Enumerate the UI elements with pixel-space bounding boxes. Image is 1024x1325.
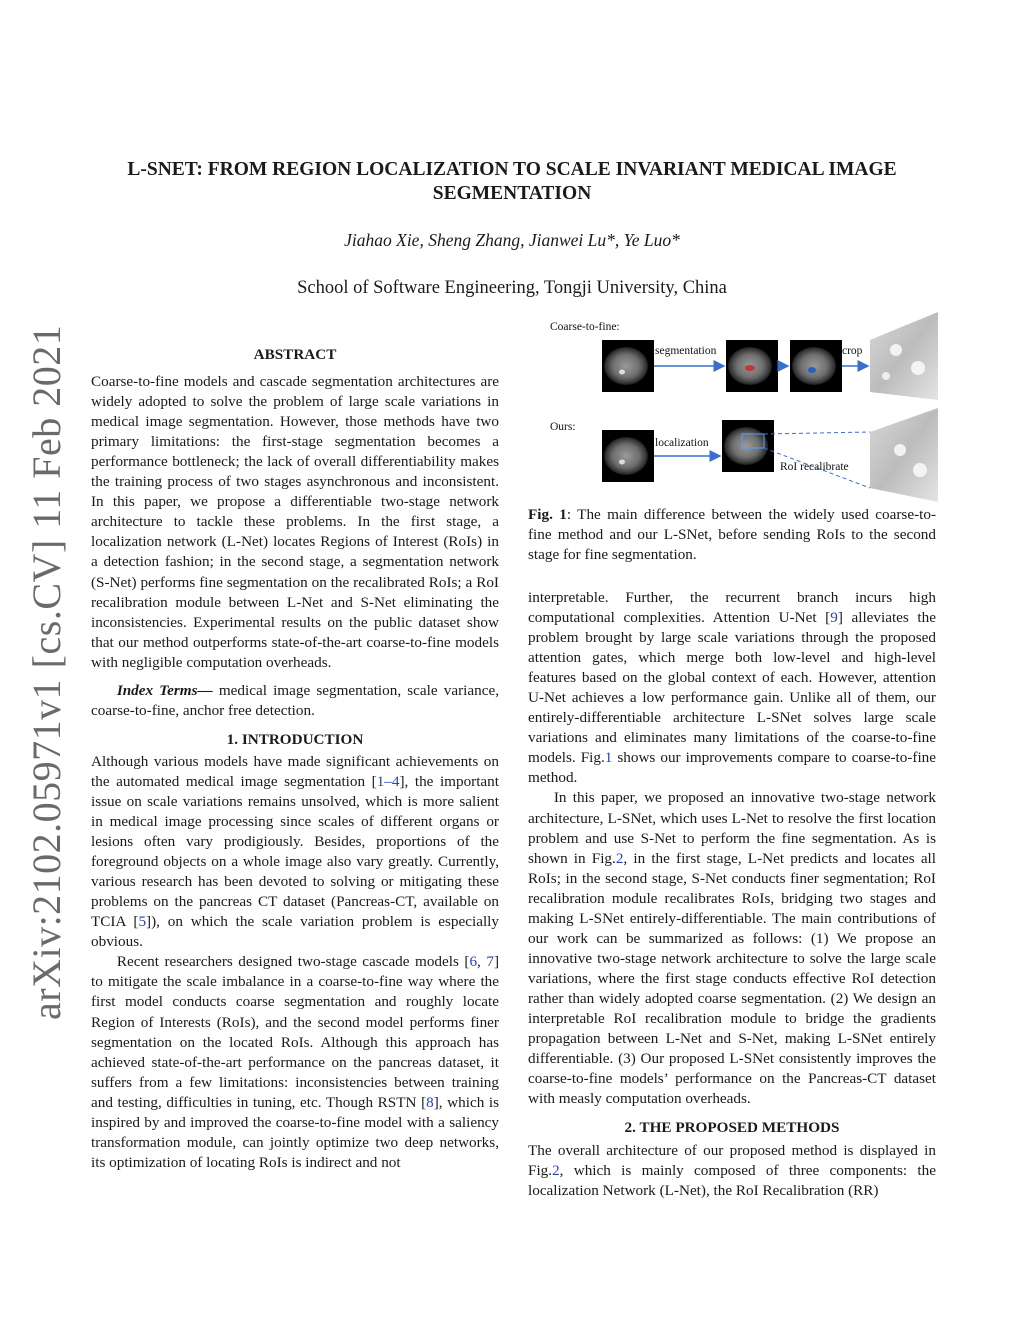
figure-label-segmentation: segmentation <box>655 345 717 357</box>
index-terms <box>91 681 499 721</box>
figure-link[interactable]: 2 <box>552 1162 560 1180</box>
intro-heading: 1. INTRODUCTION <box>226 730 364 748</box>
right-paragraph-1: interpretable. Further, the recurrent branch incurs high computational complexities. Attention U-Net [9] alleviates the problem brought by large scale variations through the proposed attention gates, which merge both low-level and high-level features based on the global context of each. However, attention U-Net achieves a low performance gain. Unlike all of them, our entirely-differentiable architecture L-SNet solves large scale variations and eliminates many limitations of the coarse-to-fine models. Fig.1 shows our improvements compare to coarse-to-fine method. <box>528 589 936 787</box>
figure-link[interactable]: 1 <box>604 749 613 767</box>
ct-slice-image <box>602 430 654 482</box>
intro-paragraph-2: Recent researchers designed two-stage cascade models [6, 7] to mitigate the scale imbalance in a coarse-to-fine way where the first model conducts coarse segmentation and roughly locate Region of Interests (RoIs), and the second model performs finer segmentation on the located RoIs. Although this approach has achieved state-of-the-art performance on the pancreas dataset, it suffers from a few limitations: inconsistencies between training and testing, difficulties in tuning, etc. Though RSTN [8], which is inspired by and improved the coarse-to-fine model with a saliency transformation module, can jointly optimize two deep networks, its optimization of locating RoIs is indirect and not <box>91 953 499 1171</box>
citation-link[interactable]: 6 <box>469 953 478 971</box>
citation-link[interactable]: 1–4 <box>376 772 400 790</box>
figure-1-diagram <box>546 310 938 502</box>
figure-1-caption: Fig. 1: The main difference between the widely used coarse-to-fine method and our L-SNet, before sending RoIs to the second stage for fine segmentation. <box>528 506 937 563</box>
ct-slice-image <box>790 340 842 392</box>
paper-authors: Jiahao Xie, Sheng Zhang, Jianwei Lu*, Ye Luo* <box>344 230 680 250</box>
dashed-projection-line <box>764 432 870 434</box>
figure-label-localization: localization <box>655 437 709 449</box>
index-terms-label: Index Terms— <box>116 681 213 699</box>
ct-slice-image <box>726 340 778 392</box>
figure-label-crop: crop <box>842 345 863 357</box>
intro-paragraph-1: Although various models have made significant achievements on the automated medical image segmentation [1–4], the important issue on scale variations remains unsolved, which is more salient in medical image processing since scales of different organs or lesions often vary prodigiously. Besides, proportions of the foreground objects on a whole image also vary greatly. Currently, various research has been devoted to solving or mitigating these problems on the pancreas CT dataset (Pancreas-CT, available on TCIA [5]), on which the scale variation problem is especially obvious. <box>91 752 499 951</box>
right-column <box>528 588 936 1201</box>
right-paragraph-2: In this paper, we proposed an innovative two-stage network architecture, L-SNet, which uses L-Net to resolve the first location problem and use S-Net to perform the fine segmentation. As is shown in Fig.2, in the first stage, L-Net predicts and locates all RoIs; in the second stage, S-Net conducts finer segmentation; RoI recalibration module recalibrates RoIs, bridging two stages and making L-SNet entirely-differentiable. The main contributions of our work can be summarized as follows: (1) We propose an innovative two-stage network architecture to solve the large scale variations, where the first stage conducts effective RoI detection rather than widely adopted coarse segmentation. (2) We design an interpretable RoI recalibration module to bridge the gradients propagation between L-Net and S-Net, making L-SNet entirely differentiable. (3) Our proposed L-SNet consistently improves the coarse-to-fine models’ performance on the Pancreas-CT dataset with measly computation overheads. <box>528 789 936 1108</box>
left-column <box>91 345 499 1173</box>
methods-paragraph: The overall architecture of our proposed method is displayed in Fig.2, which is mainly composed of three components: the localization Network (L-Net), the RoI Recalibration (RR) <box>528 1142 936 1200</box>
figure-label-coarse: Coarse-to-fine: <box>550 321 620 333</box>
index-terms-text: medical image segmentation, scale variance, coarse-to-fine, anchor free detection. <box>91 681 499 719</box>
ct-slice-image <box>722 420 774 472</box>
figure-link[interactable]: 2 <box>615 849 624 867</box>
abstract-text: Coarse-to-fine models and cascade segmentation architectures are widely adopted to solve the problem of large scale variations in medical image segmentation. However, those methods have two primary limitations: the first-stage segmentation becomes a performance bottleneck; the lack of overall differentiability makes the training process of two stages asynchronous and inconsistent. In this paper, we propose a differentiable two-stage network architecture to tackle these problems. In the first stage, a localization network (L-Net) locates Regions of Interest (RoIs) in a detection fashion; in the second stage, a segmentation network (S-Net) performs fine segmentation on the recalibrated RoIs; a RoI recalibration module between L-Net and S-Net eliminating the inconsistencies. Experimental results on the public dataset show that our method outperforms state-of-the-art coarse-to-fine models with negligible computation overheads. <box>91 373 499 671</box>
cropped-roi-image <box>870 312 938 400</box>
citation-link[interactable]: 8 <box>426 1093 434 1111</box>
recalibrated-roi-image <box>870 408 938 502</box>
figure-label-ours: Ours: <box>550 421 576 433</box>
methods-heading: 2. THE PROPOSED METHODS <box>624 1119 840 1137</box>
abstract-heading: ABSTRACT <box>253 346 337 363</box>
citation-link[interactable]: 5 <box>138 913 147 931</box>
paper-affiliation: School of Software Engineering, Tongji University, China <box>297 278 727 298</box>
paper-title: L-SNET: FROM REGION LOCALIZATION TO SCALE INVARIANT MEDICAL IMAGE SEGMENTATION <box>127 159 897 204</box>
figure-label-roi: RoI recalibrate <box>780 461 849 473</box>
citation-link[interactable]: 9 <box>830 609 838 627</box>
citation-link[interactable]: 7 <box>486 953 494 971</box>
arxiv-sidebar-id: arXiv:2102.05971v1 [cs.CV] 11 Feb 2021 <box>24 324 69 1020</box>
